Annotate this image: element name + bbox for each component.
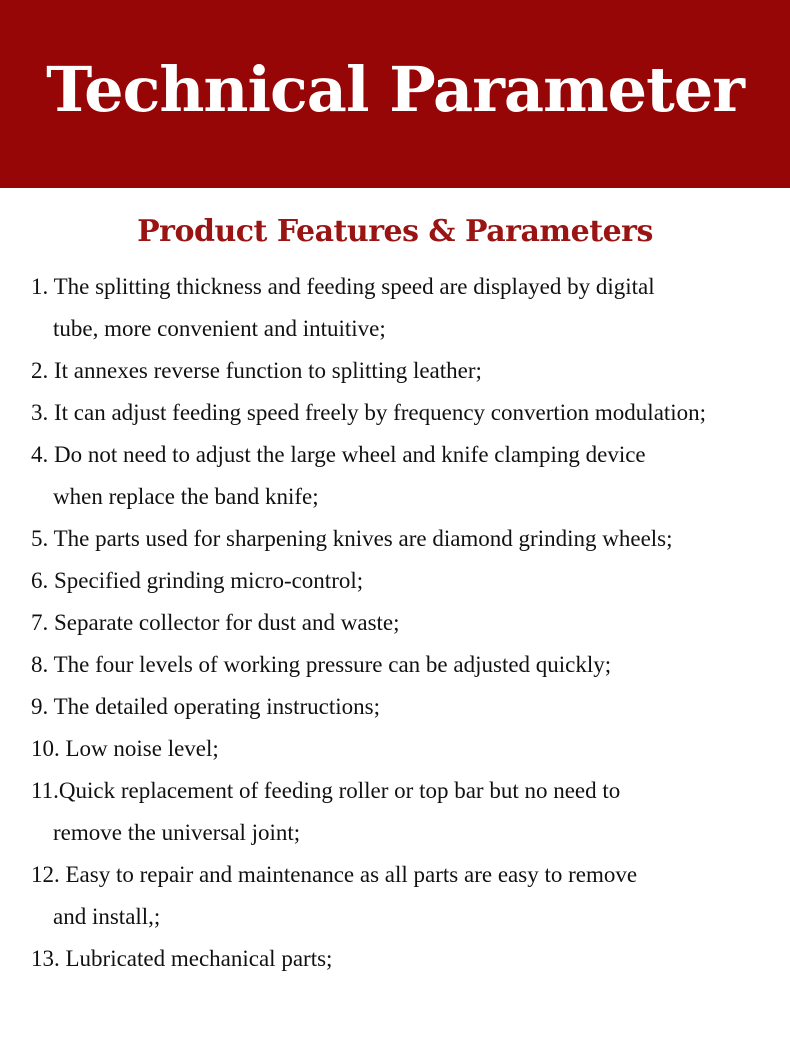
feature-list (31, 266, 787, 980)
feature-text: 4. Do not need to adjust the large wheel and knife clamping device (31, 442, 646, 467)
feature-item (31, 560, 787, 602)
feature-item (31, 602, 787, 644)
feature-text: 2. It annexes reverse function to splitting leather; (31, 358, 482, 383)
feature-text: 3. It can adjust feeding speed freely by frequency convertion modulation; (31, 400, 707, 425)
feature-text-continuation: when replace the band knife; (53, 484, 319, 509)
feature-item (31, 350, 787, 392)
feature-text: 13. Lubricated mechanical parts; (31, 946, 333, 971)
feature-text: 10. Low noise level; (31, 736, 219, 761)
feature-text: 8. The four levels of working pressure can be adjusted quickly; (31, 652, 612, 677)
feature-text: 9. The detailed operating instructions; (31, 694, 380, 719)
feature-text-continuation: tube, more convenient and intuitive; (53, 316, 386, 341)
feature-text-continuation: and install,; (53, 904, 161, 929)
feature-text-continuation: remove the universal joint; (53, 820, 301, 845)
section-title: Product Features & Parameters (137, 214, 653, 249)
feature-text: 12. Easy to repair and maintenance as all parts are easy to remove (31, 862, 638, 887)
header-banner (0, 0, 790, 188)
feature-item (31, 434, 787, 518)
feature-item (31, 686, 787, 728)
feature-item (31, 644, 787, 686)
feature-item (31, 728, 787, 770)
feature-text: 5. The parts used for sharpening knives are diamond grinding wheels; (31, 526, 673, 551)
feature-text: 7. Separate collector for dust and waste; (31, 610, 400, 635)
feature-text: 6. Specified grinding micro-control; (31, 568, 364, 593)
feature-item (31, 770, 787, 854)
feature-item (31, 266, 787, 350)
feature-text: 11.Quick replacement of feeding roller or top bar but no need to (31, 778, 621, 803)
feature-text: 1. The splitting thickness and feeding speed are displayed by digital (31, 274, 655, 299)
feature-item (31, 392, 787, 434)
page-title: Technical Parameter (46, 53, 744, 126)
feature-item (31, 854, 787, 938)
feature-item (31, 938, 787, 980)
feature-item (31, 518, 787, 560)
